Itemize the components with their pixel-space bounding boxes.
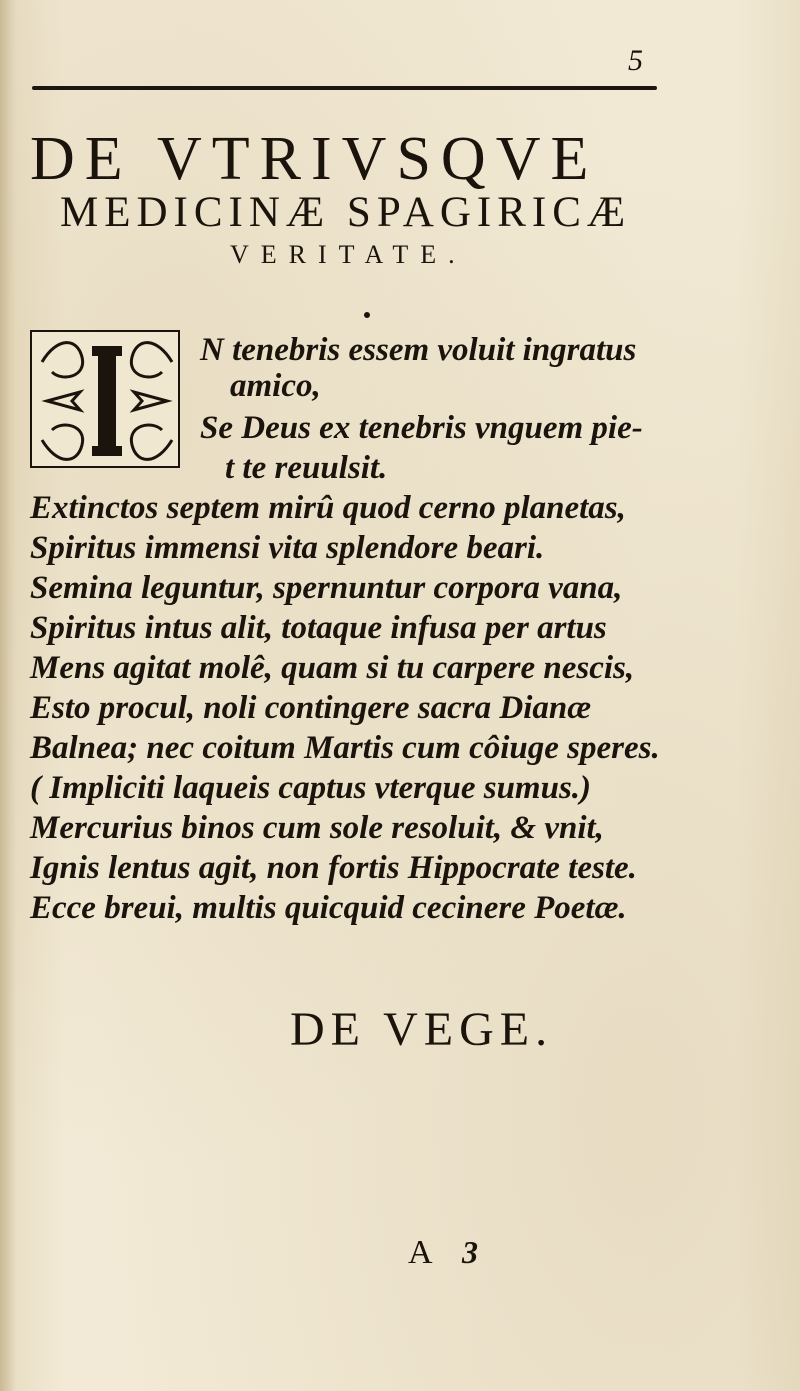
- verse-line: amico,: [230, 368, 321, 404]
- title-line-3: VERITATE.: [230, 240, 467, 269]
- ornament-dot: [364, 312, 370, 318]
- verse-line: Ignis lentus agit, non fortis Hippocrate teste.: [30, 850, 637, 886]
- verse-line: t te reuulsit.: [225, 450, 388, 486]
- verse-line: ( Impliciti laqueis captus vterque sumus.): [30, 770, 592, 806]
- verse-line: Spiritus immensi vita splendore beari.: [30, 530, 545, 566]
- verse-line: Mens agitat molê, quam si tu carpere nescis,: [30, 650, 635, 686]
- decorated-initial: [30, 330, 180, 468]
- page-gutter: [0, 0, 16, 1391]
- title-line-2: MEDICINÆ SPAGIRICÆ: [60, 189, 632, 236]
- verse-line: Ecce breui, multis quicquid cecinere Poetæ.: [30, 890, 627, 926]
- verse-line: Spiritus intus alit, totaque infusa per artus: [30, 610, 607, 646]
- signature-mark: A: [408, 1234, 433, 1271]
- verse-line: Se Deus ex tenebris vnguem pie-: [200, 410, 643, 446]
- section-heading: DE VEGE.: [290, 1003, 554, 1056]
- title-line-1: DE VTRIVSQVE: [30, 125, 599, 193]
- verse-line: Balnea; nec coitum Martis cum côiuge speres.: [30, 730, 660, 766]
- signature-number: 3: [462, 1234, 478, 1270]
- verse-line: Esto procul, noli contingere sacra Dianæ: [30, 690, 592, 726]
- floral-ornament-icon: [32, 332, 180, 468]
- verse-line: Extinctos septem mirû quod cerno planetas,: [30, 490, 626, 526]
- verse-line: Mercurius binos cum sole resoluit, & vnit,: [30, 810, 604, 846]
- verse-line: N tenebris essem voluit ingratus: [200, 332, 637, 368]
- header-rule: [32, 86, 657, 90]
- verse-line: Semina leguntur, spernuntur corpora vana,: [30, 570, 623, 606]
- page-number: 5: [628, 44, 643, 77]
